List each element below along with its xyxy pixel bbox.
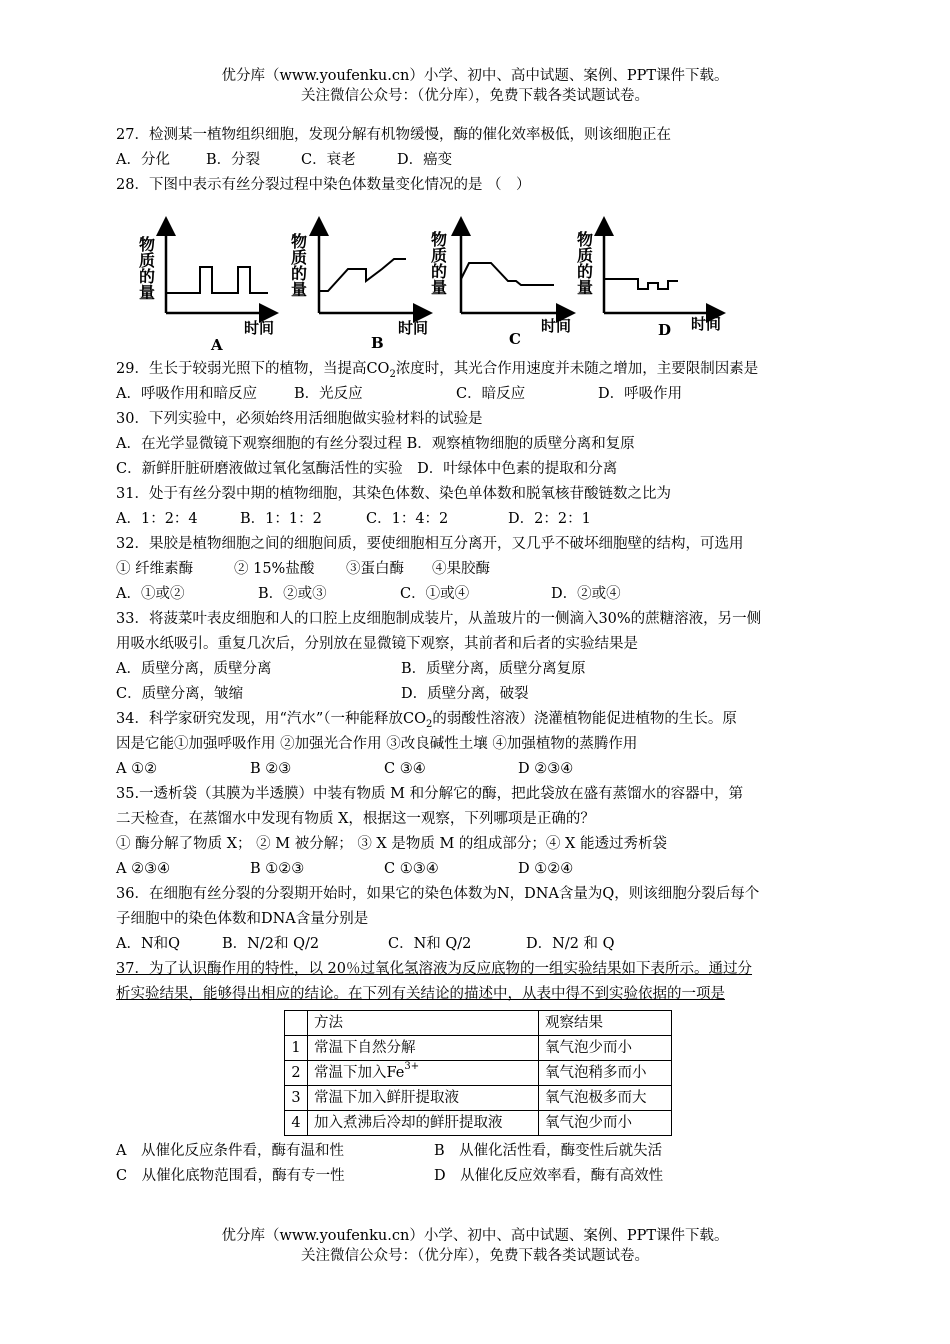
- table-row: [285, 1086, 672, 1111]
- q34-stem-a: 34．科学家研究发现，用“汽水”（一种能释放CO: [116, 711, 427, 727]
- q28-graphs: [116, 201, 736, 351]
- table-cell-method: 常温下自然分解: [308, 1036, 539, 1061]
- q36-options: [116, 932, 854, 957]
- q33-option-d: D．质壁分离，破裂: [401, 686, 529, 702]
- q32-options: [116, 582, 854, 607]
- q27-options: [116, 148, 854, 173]
- table-cell-method: 加入煮沸后冷却的鲜肝提取液: [308, 1111, 539, 1136]
- page-footer: [0, 1226, 950, 1266]
- question-content: [116, 123, 854, 1189]
- table-cell-method-text: 常温下加入Fe: [314, 1065, 405, 1081]
- q27-option-a: A．分化: [116, 152, 170, 168]
- q36-option-c: C．N和 Q/2: [388, 936, 472, 952]
- header-line-1: 优分库（www.youfenku.cn）小学、初中、高中试题、案例、PPT课件下载。: [221, 68, 729, 84]
- q35-option-c: C ①③④: [384, 861, 439, 877]
- table-cell-num: 2: [285, 1061, 308, 1086]
- graph-b-curve: [319, 259, 406, 291]
- graph-d-curve: [604, 279, 678, 289]
- q32-choice-3: ③蛋白酶: [346, 561, 404, 577]
- table-cell-result: 氧气泡少而小: [539, 1036, 672, 1061]
- q36-option-d: D．N/2 和 Q: [526, 936, 615, 952]
- q34-stem-line-2: 因是它能①加强呼吸作用 ②加强光合作用 ③改良碱性土壤 ④加强植物的蒸腾作用: [116, 736, 638, 752]
- q32-choice-2: ② 15%盐酸: [234, 561, 315, 577]
- q32-option-b: B．②或③: [258, 586, 327, 602]
- graph-c-xlabel: 时间: [541, 317, 572, 335]
- table-cell-result: 氧气泡极多而大: [539, 1086, 672, 1111]
- table-cell-method: [308, 1061, 539, 1086]
- q28-stem: 28．下图中表示有丝分裂过程中染色体数量变化情况的是 （ ）: [116, 177, 531, 193]
- q37-options-row-1: [116, 1139, 854, 1164]
- q36-stem-line-2: 子细胞中的染色体数和DNA含量分别是: [116, 911, 369, 927]
- q35-stem-line-2: 二天检查，在蒸馏水中发现有物质 X，根据这一观察，下列哪项是正确的？: [116, 811, 595, 827]
- q34-options: [116, 757, 854, 782]
- q29-options: [116, 382, 854, 407]
- graph-a-xlabel: 时间: [244, 319, 275, 337]
- q30-stem: 30．下列实验中，必须始终用活细胞做实验材料的试验是: [116, 411, 483, 427]
- q37-option-a: A 从催化反应条件看，酶有温和性: [116, 1143, 344, 1159]
- q31-option-b: B．1：1：2: [240, 511, 322, 527]
- q27-stem: 27．检测某一植物组织细胞，发现分解有机物缓慢，酶的催化效率极低，则该细胞正在: [116, 127, 671, 143]
- q33-option-a: A．质壁分离，质壁分离: [116, 661, 272, 677]
- q27-option-b: B．分裂: [206, 152, 261, 168]
- graph-a: [137, 221, 275, 351]
- table-cell-num: 1: [285, 1036, 308, 1061]
- footer-line-2: 关注微信公众号：（优分库），免费下载各类试题试卷。: [301, 1248, 649, 1264]
- q32-option-c: C．①或④: [400, 586, 470, 602]
- q31-option-a: A．1：2：4: [116, 511, 198, 527]
- q30-options-line-2: C．新鲜肝脏研磨液做过氧化氢酶活性的实验 D．叶绿体中色素的提取和分离: [116, 461, 618, 477]
- table-cell-num: 3: [285, 1086, 308, 1111]
- graph-b-ylabel: 物质的量: [288, 233, 308, 297]
- q29-stem-sub: 2: [389, 368, 396, 380]
- q35-option-b: B ①②③: [250, 861, 305, 877]
- q37-option-c: C 从催化底物范围看，酶有专一性: [116, 1168, 345, 1184]
- q32-choice-1: ① 纤维素酶: [116, 561, 194, 577]
- q34-option-a: A ①②: [116, 761, 158, 777]
- q35-option-a: A ②③④: [116, 861, 171, 877]
- q27-option-d: D．癌变: [397, 152, 453, 168]
- graph-c-curve: [461, 263, 554, 285]
- q28-figure: [116, 201, 854, 351]
- q37-option-d: D 从催化反应效率看，酶有高效性: [434, 1168, 664, 1184]
- q30-options-line-1: A．在光学显微镜下观察细胞的有丝分裂过程 B．观察植物细胞的质壁分离和复原: [116, 436, 635, 452]
- q34-stem-line-1: [116, 707, 854, 732]
- q37-options-row-2: [116, 1164, 854, 1189]
- q36-stem-line-1: 36．在细胞有丝分裂的分裂期开始时，如果它的染色体数为N，DNA含量为Q，则该细胞分裂后每个: [116, 886, 760, 902]
- table-header-result: 观察结果: [539, 1011, 672, 1036]
- q31-stem: 31．处于有丝分裂中期的植物细胞，其染色体数、染色单体数和脱氧核苷酸链数之比为: [116, 486, 671, 502]
- graph-b: [289, 221, 429, 351]
- q29-option-a: A．呼吸作用和暗反应: [116, 386, 257, 402]
- q35-stem-line-3: ① 酶分解了物质 X； ② M 被分解； ③ X 是物质 M 的组成部分；④ X 能透过秀析袋: [116, 836, 667, 852]
- q29-option-c: C．暗反应: [456, 386, 526, 402]
- q37-stem-line-2: 析实验结果，能够得出相应的结论。在下列有关结论的描述中，从表中得不到实验依据的一项是: [116, 986, 725, 1002]
- graph-c: [429, 221, 572, 348]
- q37-option-b: B 从催化活性看，酶变性后就失活: [434, 1143, 663, 1159]
- q33-options-row-1: [116, 657, 854, 682]
- q32-option-a: A．①或②: [116, 586, 185, 602]
- table-cell-method: 常温下加入鲜肝提取液: [308, 1086, 539, 1111]
- table-cell-result: 氧气泡少而小: [539, 1111, 672, 1136]
- q34-option-c: C ③④: [384, 761, 426, 777]
- graph-c-ylabel: 物质的量: [428, 231, 448, 295]
- graph-a-label: A: [211, 336, 223, 351]
- graph-d-xlabel: 时间: [691, 315, 722, 333]
- header-line-2: 关注微信公众号：（优分库），免费下载各类试题试卷。: [301, 88, 649, 104]
- q29-stem: [116, 357, 854, 382]
- q34-stem-sub: 2: [426, 718, 433, 730]
- q31-option-c: C．1：4：2: [366, 511, 449, 527]
- table-cell-result: 氧气泡稍多而小: [539, 1061, 672, 1086]
- q32-option-d: D．②或④: [551, 586, 621, 602]
- q29-option-b: B．光反应: [294, 386, 363, 402]
- table-row: [285, 1036, 672, 1061]
- page-header: [0, 66, 950, 106]
- q34-stem-b: 的弱酸性溶液）浇灌植物能促进植物的生长。原: [432, 711, 737, 727]
- q32-choices: [116, 557, 854, 582]
- table-row: [285, 1061, 672, 1086]
- graph-b-label: B: [371, 334, 384, 351]
- table-cell-num: 4: [285, 1111, 308, 1136]
- q33-options-row-2: [116, 682, 854, 707]
- q31-options: [116, 507, 854, 532]
- q36-option-b: B．N/2和 Q/2: [222, 936, 320, 952]
- q33-stem-line-2: 用吸水纸吸引。重复几次后，分别放在显微镜下观察，其前者和后者的实验结果是: [116, 636, 638, 652]
- q31-option-d: D．2：2：1: [508, 511, 591, 527]
- graph-d-label: D: [658, 321, 672, 339]
- graph-a-curve: [166, 267, 268, 293]
- q35-option-d: D ①②④: [518, 861, 574, 877]
- table-header-num: [285, 1011, 308, 1036]
- q29-stem-b: 浓度时，其光合作用速度并未随之增加，主要限制因素是: [395, 361, 759, 377]
- q35-options: [116, 857, 854, 882]
- q34-option-d: D ②③④: [518, 761, 574, 777]
- graph-a-ylabel: 物质的量: [136, 236, 156, 300]
- q36-option-a: A．N和Q: [116, 936, 181, 952]
- q32-stem: 32．果胶是植物细胞之间的细胞间质，要使细胞相互分离开，又几乎不破坏细胞壁的结构，可选用: [116, 536, 744, 552]
- q35-stem-line-1: 35.一透析袋（其膜为半透膜）中装有物质 M 和分解它的酶，把此袋放在盛有蒸馏水的容器中，第: [116, 786, 744, 802]
- q33-option-b: B．质壁分离，质壁分离复原: [401, 661, 586, 677]
- table-header-method: 方法: [308, 1011, 539, 1036]
- table-cell-method-sup: 3+: [404, 1061, 420, 1072]
- q27-option-c: C．衰老: [301, 152, 356, 168]
- graph-b-xlabel: 时间: [398, 319, 429, 337]
- graph-d: [575, 221, 722, 339]
- q29-option-d: D．呼吸作用: [598, 386, 683, 402]
- graph-d-ylabel: 物质的量: [574, 231, 594, 295]
- q33-option-c: C．质壁分离，皱缩: [116, 686, 244, 702]
- q37-table: [284, 1010, 672, 1136]
- footer-line-1: 优分库（www.youfenku.cn）小学、初中、高中试题、案例、PPT课件下载。: [221, 1228, 729, 1244]
- q37-stem-line-1: 37．为了认识酶作用的特性，以 20％过氧化氢溶液为反应底物的一组实验结果如下表所示。通过分: [116, 961, 753, 977]
- q34-option-b: B ②③: [250, 761, 292, 777]
- table-header-row: [285, 1011, 672, 1036]
- q29-stem-a: 29．生长于较弱光照下的植物，当提高CO: [116, 361, 390, 377]
- q32-choice-4: ④果胶酶: [432, 561, 490, 577]
- graph-c-label: C: [509, 330, 521, 348]
- q33-stem-line-1: 33．将菠菜叶表皮细胞和人的口腔上皮细胞制成装片，从盖玻片的一侧滴入30%的蔗糖溶液，另一侧: [116, 611, 762, 627]
- table-row: [285, 1111, 672, 1136]
